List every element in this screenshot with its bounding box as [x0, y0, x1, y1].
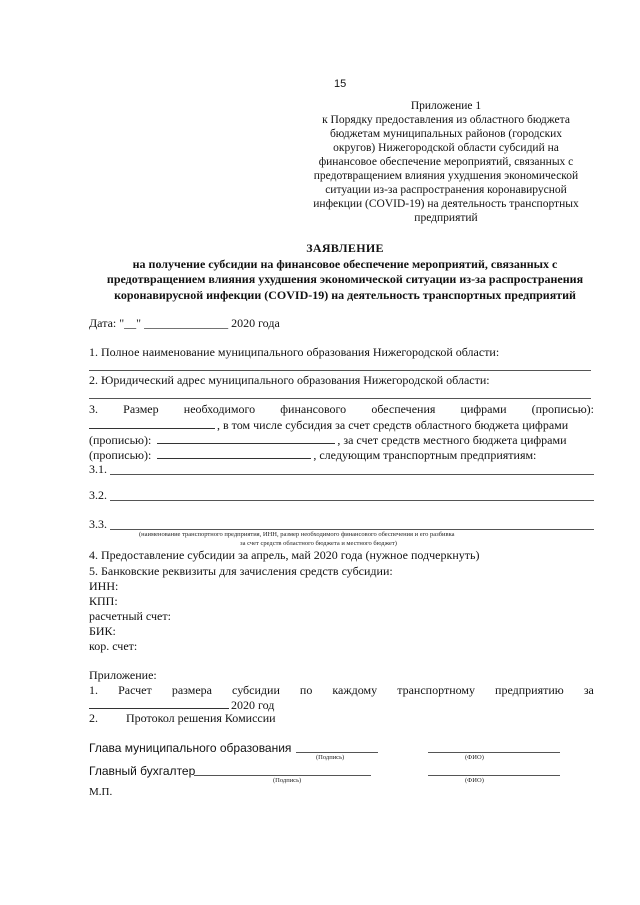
- date-blank[interactable]: ______________: [144, 316, 229, 330]
- document-heading: [80, 241, 610, 303]
- date-suffix: 2020 года: [231, 316, 280, 330]
- item-3-line-3-prefix: (прописью):: [89, 433, 152, 447]
- attachment-1-word: за: [583, 683, 594, 697]
- appendix-line: предприятий: [414, 212, 478, 224]
- item-3-line-4-prefix: (прописью):: [89, 448, 152, 462]
- total-amount-blank[interactable]: [89, 417, 215, 429]
- accountant-signature-label: Главный бухгалтер: [89, 764, 196, 778]
- bank-kpp-label: КПП:: [89, 594, 118, 608]
- attachment-1-word: 1.: [89, 683, 98, 697]
- heading-line: предотвращением влияния ухудшения экономической ситуации из-за распространения: [106, 272, 584, 286]
- attachment-1-word: по: [299, 683, 313, 697]
- sub-item-note-1: (наименование транспортного предприятия, ИНН, размер необходимого финансового обеспечения и его разбивка: [139, 531, 455, 538]
- heading-line: на получение субсидии на финансовое обеспечение мероприятий, связанных с: [132, 256, 558, 271]
- appendix-line: к Порядку предоставления из областного бюджета: [322, 114, 570, 126]
- head-name-line[interactable]: [428, 752, 560, 753]
- attachment-1-word: каждому: [332, 683, 378, 697]
- item-2-label: 2. Юридический адрес муниципального образования Нижегородской области:: [89, 373, 490, 387]
- item-3-line-1: [89, 402, 594, 417]
- sub-item-3-1-fill-line[interactable]: [110, 474, 594, 475]
- attachment-1-word: предприятию: [495, 683, 564, 697]
- accountant-name-line[interactable]: [428, 775, 560, 776]
- item-3-line-4: [89, 447, 536, 463]
- sub-item-3-2: 3.2.: [89, 488, 107, 502]
- regional-budget-blank[interactable]: [157, 432, 335, 444]
- item-4-label: 4. Предоставление субсидии за апрель, май 2020 года (нужное подчеркнуть): [89, 548, 480, 562]
- attachment-2-number: 2.: [89, 711, 98, 725]
- appendix-line: бюджетам муниципальных районов (городских: [329, 128, 563, 140]
- item-2-fill-line[interactable]: [89, 398, 591, 399]
- bank-account-label: расчетный счет:: [89, 609, 171, 623]
- item-3-word: Размер: [123, 402, 159, 416]
- item-3-line-2-text: , в том числе субсидия за счет средств областного бюджета цифрами: [217, 418, 569, 432]
- sub-item-3-3-fill-line[interactable]: [110, 529, 594, 530]
- appendix-line: инфекции (COVID-19) на деятельность транспортных: [313, 198, 579, 210]
- attachment-1-word: субсидии: [232, 683, 280, 697]
- sub-item-3-2-fill-line[interactable]: [110, 500, 594, 501]
- seal-label: М.П.: [89, 786, 113, 798]
- attachment-1-word: размера: [171, 683, 212, 697]
- item-3-line-2: [89, 417, 568, 433]
- item-5-label: 5. Банковские реквизиты для зачисления средств субсидии:: [89, 564, 393, 578]
- attachment-month-blank[interactable]: [89, 697, 229, 709]
- head-signature-label: Глава муниципального образования: [89, 741, 292, 755]
- appendix-line: предотвращением влияния ухудшения экономической: [313, 170, 579, 182]
- appendix-line: финансовое обеспечение мероприятий, связанных с: [318, 156, 574, 168]
- item-3-word: 3.: [89, 402, 98, 416]
- local-budget-blank[interactable]: [157, 447, 311, 459]
- bank-bik-label: БИК:: [89, 624, 116, 638]
- attachment-1-year: 2020 год: [231, 698, 275, 712]
- head-signature-note: (Подпись): [316, 754, 345, 761]
- attachment-1-word: Расчет: [118, 683, 152, 697]
- item-3-line-3: [89, 432, 567, 448]
- appendix-line: округов) Нижегородской области субсидий на: [333, 142, 559, 154]
- head-name-note: (ФИО): [465, 754, 484, 761]
- appendix-title: Приложение 1: [410, 100, 482, 112]
- accountant-signature-line[interactable]: [194, 775, 371, 776]
- attachments-label: Приложение:: [89, 668, 157, 682]
- item-3-word: цифрами: [460, 402, 507, 416]
- heading-line: коронавирусной инфекции (COVID-19) на деятельность транспортных предприятий: [114, 287, 576, 302]
- document-title: ЗАЯВЛЕНИЕ: [306, 241, 384, 255]
- sub-item-note-2: за счет средств областного бюджета и местного бюджет): [240, 540, 397, 547]
- bank-corr-account-label: кор. счет:: [89, 639, 138, 653]
- date-prefix: Дата: "__": [89, 316, 142, 330]
- item-3-word: обеспечения: [371, 402, 436, 416]
- page-number: 15: [334, 78, 347, 90]
- item-3-word: финансового: [280, 402, 347, 416]
- sub-item-3-1: 3.1.: [89, 462, 107, 476]
- sub-item-3-3: 3.3.: [89, 517, 107, 531]
- accountant-signature-note: (Подпись): [273, 777, 302, 784]
- bank-inn-label: ИНН:: [89, 579, 119, 593]
- attachment-2-text: Протокол решения Комиссии: [126, 711, 276, 725]
- item-3-line-3-text: , за счет средств местного бюджета цифрами: [337, 433, 567, 447]
- attachment-1-word: транспортному: [397, 683, 475, 697]
- appendix-line: ситуации из-за распространения коронавирусной: [325, 184, 567, 196]
- item-3-word: необходимого: [183, 402, 256, 416]
- date-line: [89, 316, 280, 331]
- head-signature-line[interactable]: [296, 752, 378, 753]
- accountant-name-note: (ФИО): [465, 777, 484, 784]
- item-1-label: 1. Полное наименование муниципального образования Нижегородской области:: [89, 345, 500, 359]
- item-3-word: (прописью):: [531, 402, 594, 416]
- item-3-line-4-text: , следующим транспортным предприятиям:: [313, 448, 537, 462]
- item-1-fill-line[interactable]: [89, 370, 591, 371]
- attachment-1-line-1: [89, 683, 594, 698]
- appendix-block: [296, 99, 596, 225]
